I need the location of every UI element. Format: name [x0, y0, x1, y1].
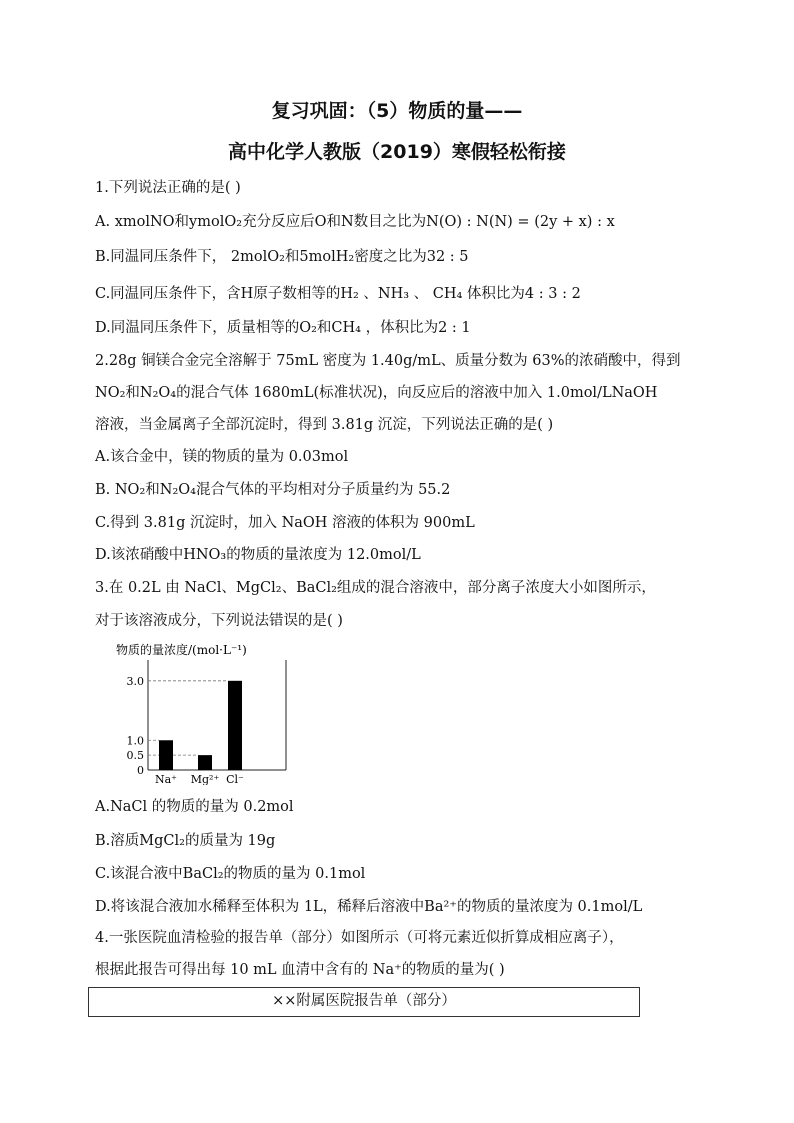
q2-option-c: C.得到 3.81g 沉淀时，加入 NaOH 溶液的体积为 900mL [95, 515, 475, 531]
q2-option-b: B. NO₂和N₂O₄混合气体的平均相对分子质量约为 55.2 [95, 482, 451, 498]
q3-stem-line2: 对于该溶液成分，下列说法错误的是( ) [95, 613, 343, 629]
bar-1 [198, 755, 212, 770]
q2-stem-line2: NO₂和N₂O₄的混合气体 1680mL(标准状况)，向反应后的溶液中加入 1.0mol/LNaOH [95, 385, 658, 401]
y-tick-label-3: 0 [137, 764, 144, 777]
y-tick-label-1: 1.0 [126, 734, 144, 748]
q3-option-d: D.将该混合液加水稀释至体积为 1L，稀释后溶液中Ba²⁺的物质的量浓度为 0.1mol/L [95, 899, 643, 915]
doc-title-line2: 高中化学人教版（2019）寒假轻松衔接 [228, 141, 566, 163]
q2-option-d: D.该浓硝酸中HNO₃的物质的量浓度为 12.0mol/L [95, 547, 421, 563]
q4-stem-line2: 根据此报告可得出每 10 mL 血清中含有的 Na⁺的物质的量为( ) [95, 962, 505, 978]
q4-stem-line1: 4.一张医院血清检验的报告单（部分）如图所示（可将元素近似折算成相应离子）， [95, 930, 624, 946]
x-tick-label-1: Mg²⁺ [190, 773, 220, 785]
q1-stem: 1.下列说法正确的是( ) [95, 180, 241, 196]
x-tick-label-2: Cl⁻ [226, 773, 244, 785]
bar-2 [228, 681, 242, 770]
q2-option-a: A.该合金中，镁的物质的量为 0.03mol [95, 449, 349, 465]
bar-0 [159, 740, 173, 770]
q1-option-c: C.同温同压条件下，含H原子数相等的H₂ 、NH₃ 、 CH₄ 体积比为4 : 3 : 2 [95, 286, 581, 302]
concentration-bar-chart [108, 640, 308, 785]
chart-ylabel: 物质的量浓度/(mol·L⁻¹) [116, 643, 247, 657]
report-table-header: ××附属医院报告单（部分） [88, 987, 640, 1017]
y-tick-label-0: 3.0 [126, 674, 144, 688]
q2-stem-line3: 溶液，当金属离子全部沉淀时，得到 3.81g 沉淀，下列说法正确的是( ) [95, 417, 554, 433]
q1-option-b: B.同温同压条件下， 2molO₂和5molH₂密度之比为32 : 5 [95, 249, 469, 265]
q3-option-b: B.溶质MgCl₂的质量为 19g [95, 833, 276, 849]
q3-option-c: C.该混合液中BaCl₂的物质的量为 0.1mol [95, 866, 366, 882]
q3-option-a: A.NaCl 的物质的量为 0.2mol [95, 799, 294, 815]
y-tick-label-2: 0.5 [126, 749, 144, 763]
q3-stem-line1: 3.在 0.2L 由 NaCl、MgCl₂、BaCl₂组成的混合溶液中，部分离子浓度大小如图所示， [95, 580, 656, 596]
x-tick-label-0: Na⁺ [155, 773, 177, 785]
q2-stem-line1: 2.28g 铜镁合金完全溶解于 75mL 密度为 1.40g/mL、质量分数为 63%的浓硝酸中，得到 [95, 353, 681, 369]
doc-title-line1: 复习巩固：（5）物质的量—— [271, 100, 523, 122]
q1-option-a: A. xmolNO和ymolO₂充分反应后O和N数目之比为N(O) : N(N) = (2y + x) : x [95, 214, 615, 230]
q1-option-d: D.同温同压条件下，质量相等的O₂和CH₄ ，体积比为2 : 1 [95, 320, 471, 336]
